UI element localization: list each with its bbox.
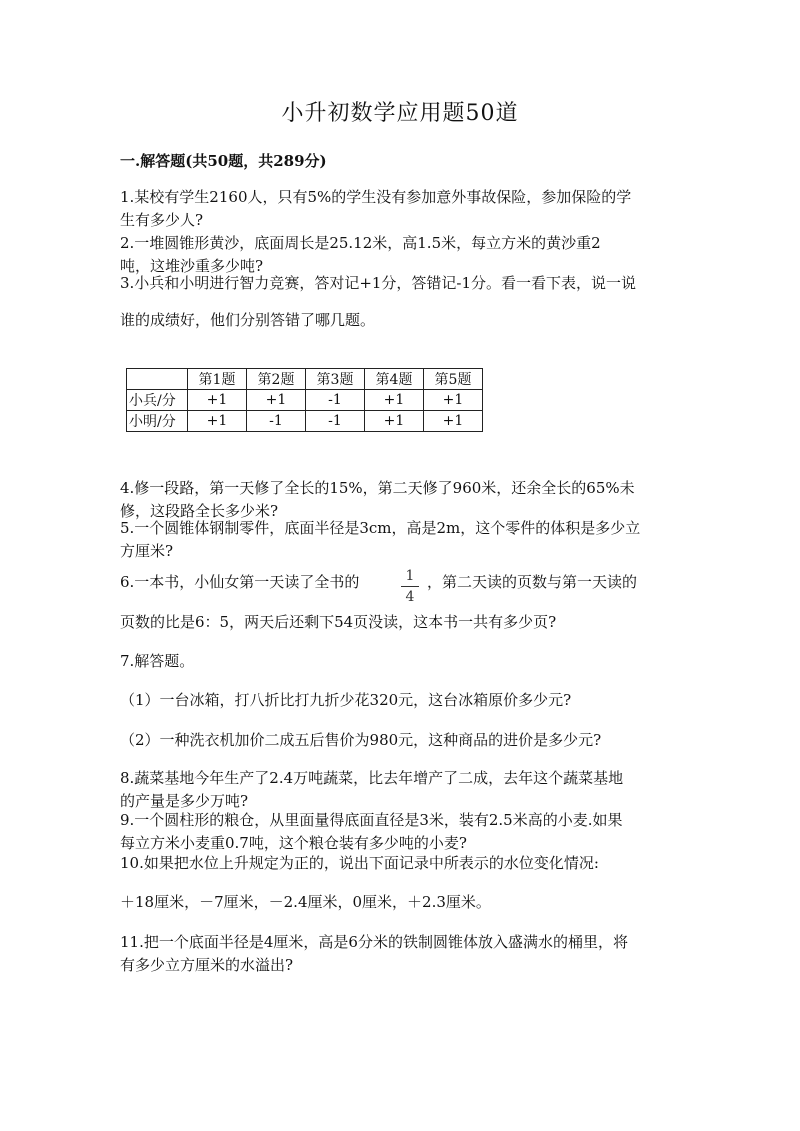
question-6-line-1: 6.一本书，小仙女第一天读了全书的 [120, 573, 360, 591]
table-header-cell: 第2题 [247, 369, 306, 390]
table-cell: +1 [188, 390, 247, 411]
question-7-part-2: （2）一种洗衣机加价二成五后售价为980元，这种商品的进价是多少元? [120, 731, 602, 749]
question-3-line-1: 3.小兵和小明进行智力竞赛，答对记+1分，答错记-1分。看一看下表，说一说 [120, 274, 637, 292]
table-cell: +1 [365, 411, 424, 432]
question-7-heading: 7.解答题。 [120, 652, 195, 670]
table-cell: +1 [188, 411, 247, 432]
table-cell: -1 [247, 411, 306, 432]
score-table [126, 368, 483, 432]
question-8-line-1: 8.蔬菜基地今年生产了2.4万吨蔬菜，比去年增产了二成，去年这个蔬菜基地 [120, 769, 624, 787]
fraction-numerator: 1 [405, 568, 415, 584]
fraction-denominator: 4 [405, 589, 415, 605]
question-6-line-1-continued: ，第二天读的页数与第一天读的 [427, 573, 638, 591]
question-1-line-2: 生有多少人? [120, 211, 204, 229]
section-heading: 一.解答题(共50题，共289分) [120, 152, 327, 170]
table-header-cell: 第4题 [365, 369, 424, 390]
question-10-line-1: 10.如果把水位上升规定为正的，说出下面记录中所表示的水位变化情况: [120, 854, 599, 872]
question-8-line-2: 的产量是多少万吨? [120, 792, 249, 810]
table-header-cell: 第3题 [306, 369, 365, 390]
fraction-one-quarter [401, 568, 419, 605]
question-11-line-2: 有多少立方厘米的水溢出? [120, 956, 294, 974]
table-cell: +1 [424, 390, 483, 411]
table-header-cell: 第5题 [424, 369, 483, 390]
table-header-row [127, 369, 483, 390]
page-title: 小升初数学应用题50道 [281, 101, 519, 126]
question-7-part-1: （1）一台冰箱，打八折比打九折少花320元，这台冰箱原价多少元? [120, 691, 572, 709]
table-cell: +1 [424, 411, 483, 432]
table-cell: +1 [365, 390, 424, 411]
question-4-line-2: 修，这段路全长多少米? [120, 502, 279, 520]
table-cell: -1 [306, 390, 365, 411]
question-9-line-2: 每立方米小麦重0.7吨，这个粮仓装有多少吨的小麦? [120, 834, 467, 852]
table-header-cell [127, 369, 188, 390]
table-cell: -1 [306, 411, 365, 432]
question-10-line-2: ＋18厘米，－7厘米，－2.4厘米，0厘米，＋2.3厘米。 [120, 893, 491, 911]
question-11-line-1: 11.把一个底面半径是4厘米，高是6分米的铁制圆锥体放入盛满水的桶里，将 [120, 933, 628, 951]
table-row [127, 390, 483, 411]
question-1-line-1: 1.某校有学生2160人，只有5%的学生没有参加意外事故保险，参加保险的学 [120, 188, 632, 206]
table-row-label: 小兵/分 [127, 390, 188, 411]
question-5-line-2: 方厘米? [120, 542, 174, 560]
question-9-line-1: 9.一个圆柱形的粮仓，从里面量得底面直径是3米，装有2.5米高的小麦.如果 [120, 811, 623, 829]
question-4-line-1: 4.修一段路，第一天修了全长的15%，第二天修了960米，还余全长的65%未 [120, 479, 635, 497]
table-header-cell: 第1题 [188, 369, 247, 390]
fraction-bar [401, 586, 419, 587]
table-row-label: 小明/分 [127, 411, 188, 432]
table-cell: +1 [247, 390, 306, 411]
table-row [127, 411, 483, 432]
question-2-line-2: 吨，这堆沙重多少吨? [120, 257, 264, 275]
question-6-line-2: 页数的比是6：5，两天后还剩下54页没读，这本书一共有多少页? [120, 613, 557, 631]
question-5-line-1: 5.一个圆锥体钢制零件，底面半径是3cm，高是2m，这个零件的体积是多少立 [120, 519, 641, 537]
question-3-line-2: 谁的成绩好，他们分别答错了哪几题。 [120, 311, 376, 329]
question-2-line-1: 2.一堆圆锥形黄沙，底面周长是25.12米，高1.5米，每立方米的黄沙重2 [120, 234, 601, 252]
